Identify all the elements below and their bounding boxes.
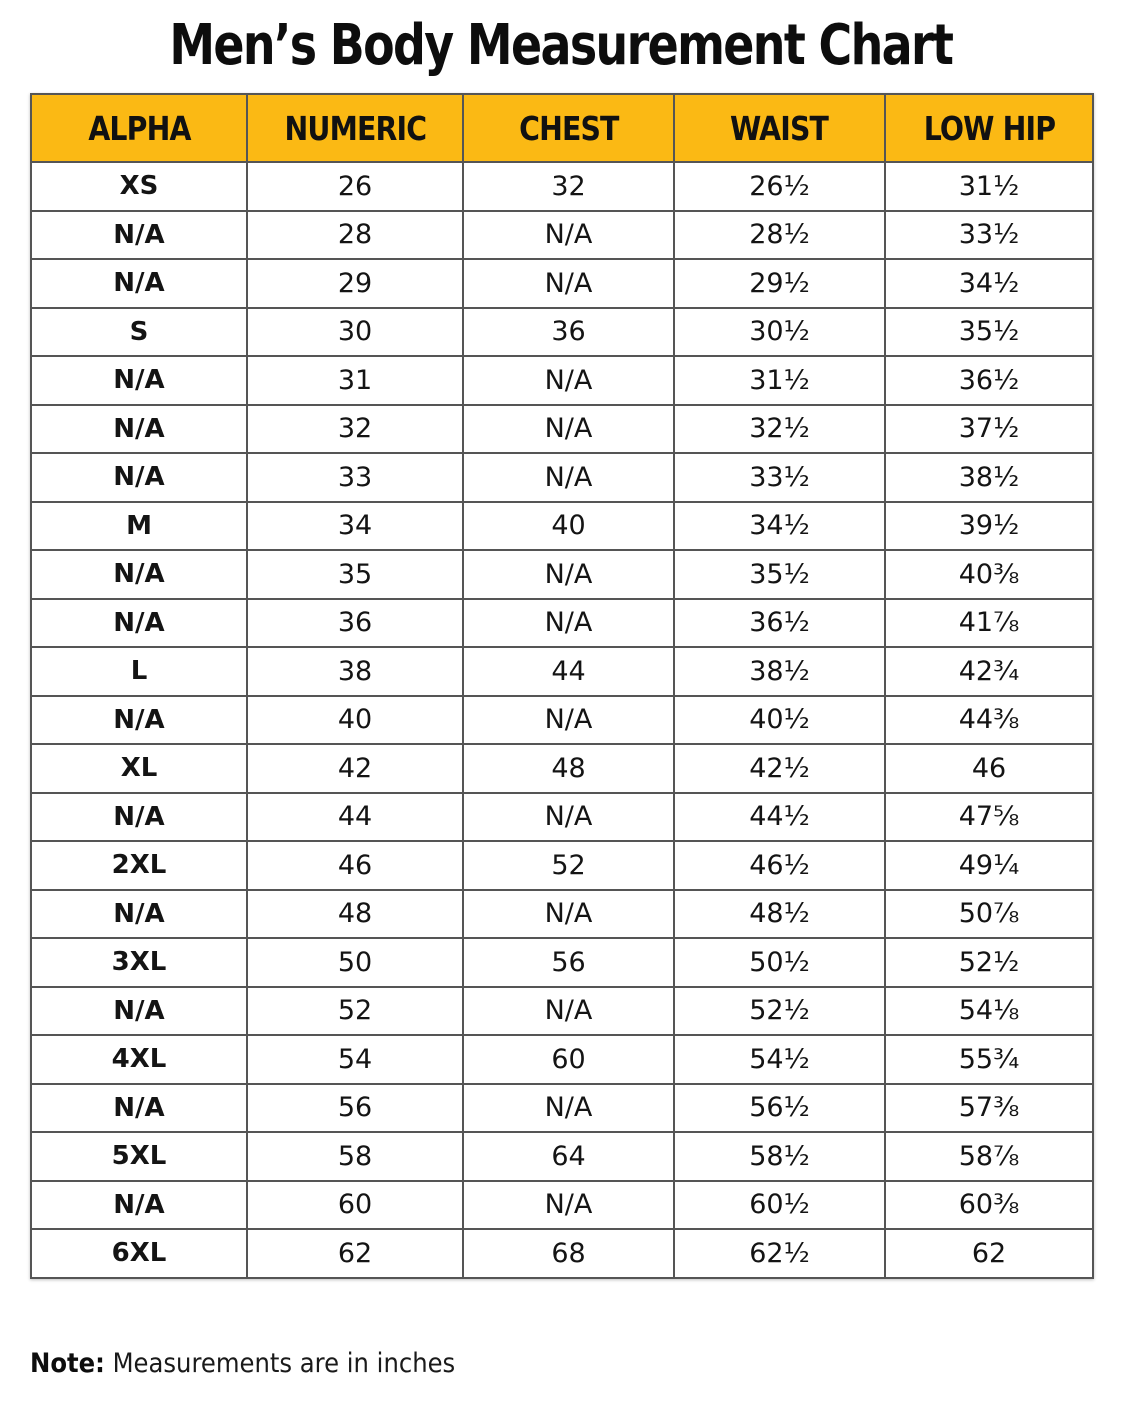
cell-numeric: 29 <box>247 259 463 308</box>
cell-chest: 48 <box>463 744 674 793</box>
cell-numeric: 36 <box>247 599 463 648</box>
table-row <box>31 453 1093 502</box>
cell-waist: 62½ <box>674 1229 885 1278</box>
cell-chest: N/A <box>463 890 674 939</box>
cell-low-hip: 54⅛ <box>885 987 1093 1036</box>
cell-low-hip: 33½ <box>885 211 1093 260</box>
table-row <box>31 550 1093 599</box>
cell-chest: 56 <box>463 938 674 987</box>
cell-alpha: XL <box>31 744 247 793</box>
cell-low-hip: 38½ <box>885 453 1093 502</box>
cell-numeric: 42 <box>247 744 463 793</box>
cell-alpha: N/A <box>31 550 247 599</box>
cell-low-hip: 46 <box>885 744 1093 793</box>
cell-numeric: 48 <box>247 890 463 939</box>
table-row <box>31 1229 1093 1278</box>
cell-chest: N/A <box>463 793 674 842</box>
table-row <box>31 696 1093 745</box>
cell-alpha: N/A <box>31 405 247 454</box>
cell-numeric: 60 <box>247 1181 463 1230</box>
cell-low-hip: 57⅜ <box>885 1084 1093 1133</box>
page-title: Men’s Body Measurement Chart <box>169 13 953 78</box>
table-row <box>31 1181 1093 1230</box>
cell-alpha: N/A <box>31 259 247 308</box>
cell-waist: 46½ <box>674 841 885 890</box>
cell-waist: 28½ <box>674 211 885 260</box>
cell-numeric: 62 <box>247 1229 463 1278</box>
cell-numeric: 46 <box>247 841 463 890</box>
cell-numeric: 26 <box>247 162 463 211</box>
cell-numeric: 58 <box>247 1132 463 1181</box>
table-row <box>31 1084 1093 1133</box>
cell-numeric: 54 <box>247 1035 463 1084</box>
table-row <box>31 647 1093 696</box>
cell-numeric: 52 <box>247 987 463 1036</box>
cell-waist: 31½ <box>674 356 885 405</box>
table-row <box>31 405 1093 454</box>
cell-chest: 64 <box>463 1132 674 1181</box>
note-text: Measurements are in inches <box>104 1348 456 1379</box>
cell-waist: 42½ <box>674 744 885 793</box>
cell-numeric: 44 <box>247 793 463 842</box>
table-row <box>31 841 1093 890</box>
cell-alpha: 2XL <box>31 841 247 890</box>
cell-chest: N/A <box>463 599 674 648</box>
cell-chest: 60 <box>463 1035 674 1084</box>
cell-chest: N/A <box>463 453 674 502</box>
table-row <box>31 1132 1093 1181</box>
cell-alpha: 3XL <box>31 938 247 987</box>
cell-low-hip: 44⅜ <box>885 696 1093 745</box>
header-chest: CHEST <box>463 94 674 162</box>
cell-alpha: N/A <box>31 356 247 405</box>
cell-chest: N/A <box>463 550 674 599</box>
cell-numeric: 35 <box>247 550 463 599</box>
cell-low-hip: 41⅞ <box>885 599 1093 648</box>
cell-low-hip: 52½ <box>885 938 1093 987</box>
cell-low-hip: 36½ <box>885 356 1093 405</box>
cell-waist: 38½ <box>674 647 885 696</box>
cell-low-hip: 55¾ <box>885 1035 1093 1084</box>
cell-waist: 32½ <box>674 405 885 454</box>
cell-chest: 32 <box>463 162 674 211</box>
cell-numeric: 32 <box>247 405 463 454</box>
cell-waist: 29½ <box>674 259 885 308</box>
cell-alpha: N/A <box>31 890 247 939</box>
cell-chest: 40 <box>463 502 674 551</box>
table-row <box>31 308 1093 357</box>
cell-alpha: M <box>31 502 247 551</box>
table-row <box>31 938 1093 987</box>
cell-numeric: 31 <box>247 356 463 405</box>
note-label: Note: <box>30 1348 105 1379</box>
cell-waist: 60½ <box>674 1181 885 1230</box>
cell-waist: 36½ <box>674 599 885 648</box>
note <box>30 1344 455 1384</box>
cell-chest: N/A <box>463 356 674 405</box>
cell-alpha: 4XL <box>31 1035 247 1084</box>
header-waist: WAIST <box>674 94 885 162</box>
cell-low-hip: 31½ <box>885 162 1093 211</box>
cell-low-hip: 39½ <box>885 502 1093 551</box>
cell-chest: N/A <box>463 211 674 260</box>
cell-numeric: 33 <box>247 453 463 502</box>
cell-waist: 44½ <box>674 793 885 842</box>
cell-alpha: N/A <box>31 793 247 842</box>
cell-numeric: 34 <box>247 502 463 551</box>
cell-chest: 44 <box>463 647 674 696</box>
table-row <box>31 1035 1093 1084</box>
cell-alpha: L <box>31 647 247 696</box>
cell-alpha: N/A <box>31 1084 247 1133</box>
cell-waist: 26½ <box>674 162 885 211</box>
cell-waist: 35½ <box>674 550 885 599</box>
cell-low-hip: 47⅝ <box>885 793 1093 842</box>
cell-alpha: S <box>31 308 247 357</box>
table-row <box>31 502 1093 551</box>
cell-low-hip: 58⅞ <box>885 1132 1093 1181</box>
cell-waist: 30½ <box>674 308 885 357</box>
cell-low-hip: 60⅜ <box>885 1181 1093 1230</box>
table-row <box>31 162 1093 211</box>
cell-alpha: N/A <box>31 599 247 648</box>
header-low-hip: LOW HIP <box>885 94 1093 162</box>
cell-alpha: N/A <box>31 987 247 1036</box>
cell-low-hip: 34½ <box>885 259 1093 308</box>
table-row <box>31 259 1093 308</box>
cell-numeric: 28 <box>247 211 463 260</box>
cell-waist: 52½ <box>674 987 885 1036</box>
table-row <box>31 599 1093 648</box>
cell-alpha: 6XL <box>31 1229 247 1278</box>
cell-chest: N/A <box>463 696 674 745</box>
cell-waist: 48½ <box>674 890 885 939</box>
cell-low-hip: 35½ <box>885 308 1093 357</box>
cell-waist: 56½ <box>674 1084 885 1133</box>
cell-alpha: N/A <box>31 1181 247 1230</box>
table-row <box>31 356 1093 405</box>
cell-chest: N/A <box>463 1181 674 1230</box>
cell-numeric: 38 <box>247 647 463 696</box>
measurement-table <box>30 93 1094 1279</box>
cell-waist: 58½ <box>674 1132 885 1181</box>
cell-alpha: N/A <box>31 211 247 260</box>
cell-numeric: 40 <box>247 696 463 745</box>
table-row <box>31 793 1093 842</box>
cell-chest: 68 <box>463 1229 674 1278</box>
cell-waist: 33½ <box>674 453 885 502</box>
cell-chest: N/A <box>463 405 674 454</box>
cell-waist: 34½ <box>674 502 885 551</box>
table-header-row <box>31 94 1093 162</box>
cell-low-hip: 42¾ <box>885 647 1093 696</box>
cell-numeric: 56 <box>247 1084 463 1133</box>
cell-alpha: 5XL <box>31 1132 247 1181</box>
table-row <box>31 890 1093 939</box>
cell-alpha: N/A <box>31 453 247 502</box>
cell-low-hip: 49¼ <box>885 841 1093 890</box>
table-body <box>31 162 1093 1278</box>
table-row <box>31 987 1093 1036</box>
cell-low-hip: 40⅜ <box>885 550 1093 599</box>
cell-low-hip: 37½ <box>885 405 1093 454</box>
header-numeric: NUMERIC <box>247 94 463 162</box>
cell-waist: 50½ <box>674 938 885 987</box>
cell-low-hip: 62 <box>885 1229 1093 1278</box>
table-row <box>31 744 1093 793</box>
cell-numeric: 50 <box>247 938 463 987</box>
cell-low-hip: 50⅞ <box>885 890 1093 939</box>
cell-waist: 54½ <box>674 1035 885 1084</box>
cell-alpha: N/A <box>31 696 247 745</box>
cell-chest: 36 <box>463 308 674 357</box>
header-alpha: ALPHA <box>31 94 247 162</box>
cell-chest: N/A <box>463 987 674 1036</box>
cell-chest: 52 <box>463 841 674 890</box>
cell-chest: N/A <box>463 1084 674 1133</box>
cell-numeric: 30 <box>247 308 463 357</box>
table-row <box>31 211 1093 260</box>
cell-alpha: XS <box>31 162 247 211</box>
cell-waist: 40½ <box>674 696 885 745</box>
cell-chest: N/A <box>463 259 674 308</box>
